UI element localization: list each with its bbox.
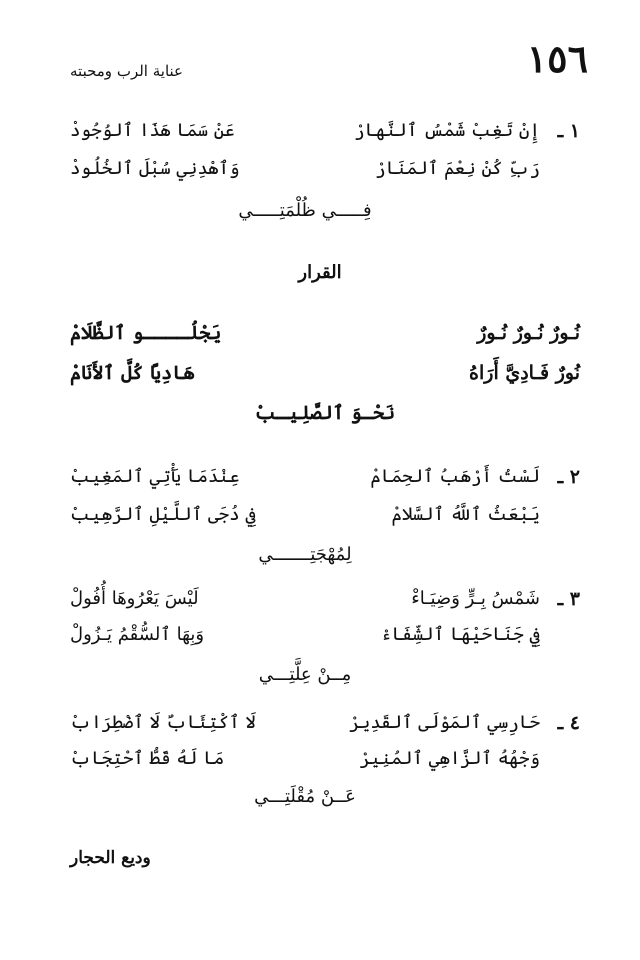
chorus-line bbox=[70, 322, 580, 344]
verse-tail: عَــنْ مُقْلَتِـــي bbox=[254, 786, 356, 807]
verse-line bbox=[70, 712, 540, 733]
verse-hemistich: وَبِهَا ٱلسُّقْمُ يَـزُولْ bbox=[70, 624, 205, 645]
stanza-number: ٤ ـ bbox=[557, 712, 580, 734]
verse-hemistich: لَا ٱكْتِئَابٌ لَا ٱضْطِرَابْ bbox=[70, 712, 256, 733]
verse-line bbox=[70, 748, 540, 769]
chorus-hemistich: يَجْلُــــو ٱلظَّلَامْ bbox=[70, 322, 222, 344]
verse-line bbox=[70, 466, 540, 487]
verse-tail: فِـــــي ظُلْمَتِـــــي bbox=[238, 200, 372, 221]
running-title: عناية الرب ومحبته bbox=[70, 62, 183, 80]
chorus-tail: نَحْـوَ ٱلصَّلِيـبْ bbox=[254, 402, 396, 424]
verse-hemistich: عَنْ سَمَا هَذَا ٱلوُجُودْ bbox=[70, 120, 235, 141]
verse-hemistich: لَيْسَ يَعْرُوهَا أُفُولْ bbox=[70, 588, 199, 609]
stanza-number: ٣ ـ bbox=[557, 588, 580, 610]
verse-hemistich: حَارِسِي ٱلمَوْلَى ٱلقَدِيرْ bbox=[349, 712, 540, 733]
verse-hemistich: فِي جَنَاحَيْهَا ٱلشِّفَاءْ bbox=[380, 624, 540, 645]
chorus-hemistich: هَادِيًا كُلَّ ٱلأَنَامْ bbox=[70, 362, 195, 384]
verse-tail: لِمُهْجَتِـــــــي bbox=[258, 544, 352, 565]
chorus-hemistich: نُـورٌ نُـورٌ نُـورٌ bbox=[477, 322, 580, 344]
verse-line bbox=[70, 624, 540, 645]
verse-hemistich: شَمْسُ بِـرٍّ وَضِيَـاءْ bbox=[411, 588, 540, 609]
verse-hemistich: يَبْعَثُ ٱللَّهُ ٱلسَّلامْ bbox=[391, 504, 540, 525]
stanza-number: ١ ـ bbox=[557, 120, 580, 142]
verse-hemistich: مَا لَهُ قَطُّ ٱحْتِجَابْ bbox=[70, 748, 225, 769]
verse-line bbox=[70, 588, 540, 609]
stanza-number: ٢ ـ bbox=[557, 466, 580, 488]
chorus-hemistich: نُورٌ فَـادِيَّ أَرَاهُ bbox=[469, 362, 580, 384]
verse-line bbox=[70, 504, 540, 525]
author-name: وديع الحجار bbox=[70, 848, 151, 868]
verse-hemistich: وَٱهْدِنِي سُبْلَ ٱلخُلُودْ bbox=[70, 158, 240, 179]
verse-hemistich: عِنْدَمَا يَأْتِي ٱلمَغِيبْ bbox=[70, 466, 240, 487]
chorus-line bbox=[70, 362, 580, 384]
verse-hemistich: فِي دُجَى ٱللَّيْلِ ٱلرَّهِيبْ bbox=[70, 504, 256, 525]
verse-hemistich: رَبِّ كُنْ نِعْمَ ٱلمَنَارْ bbox=[375, 158, 540, 179]
verse-hemistich: لَسْتُ أَرْهَبُ ٱلحِمَامْ bbox=[370, 466, 540, 487]
verse-tail: مِــنْ عِلَّتِـــي bbox=[258, 664, 352, 685]
verse-line bbox=[70, 158, 540, 179]
verse-line bbox=[70, 120, 540, 141]
verse-hemistich: وَجْهُهُ ٱلزَّاهِي ٱلمُنِيرْ bbox=[359, 748, 540, 769]
chorus-title: القرار bbox=[298, 262, 342, 283]
verse-hemistich: إِنْ تَغِبْ شَمْسُ ٱلنَّهارْ bbox=[354, 120, 540, 141]
page-number: ١٥٦ bbox=[526, 36, 588, 81]
